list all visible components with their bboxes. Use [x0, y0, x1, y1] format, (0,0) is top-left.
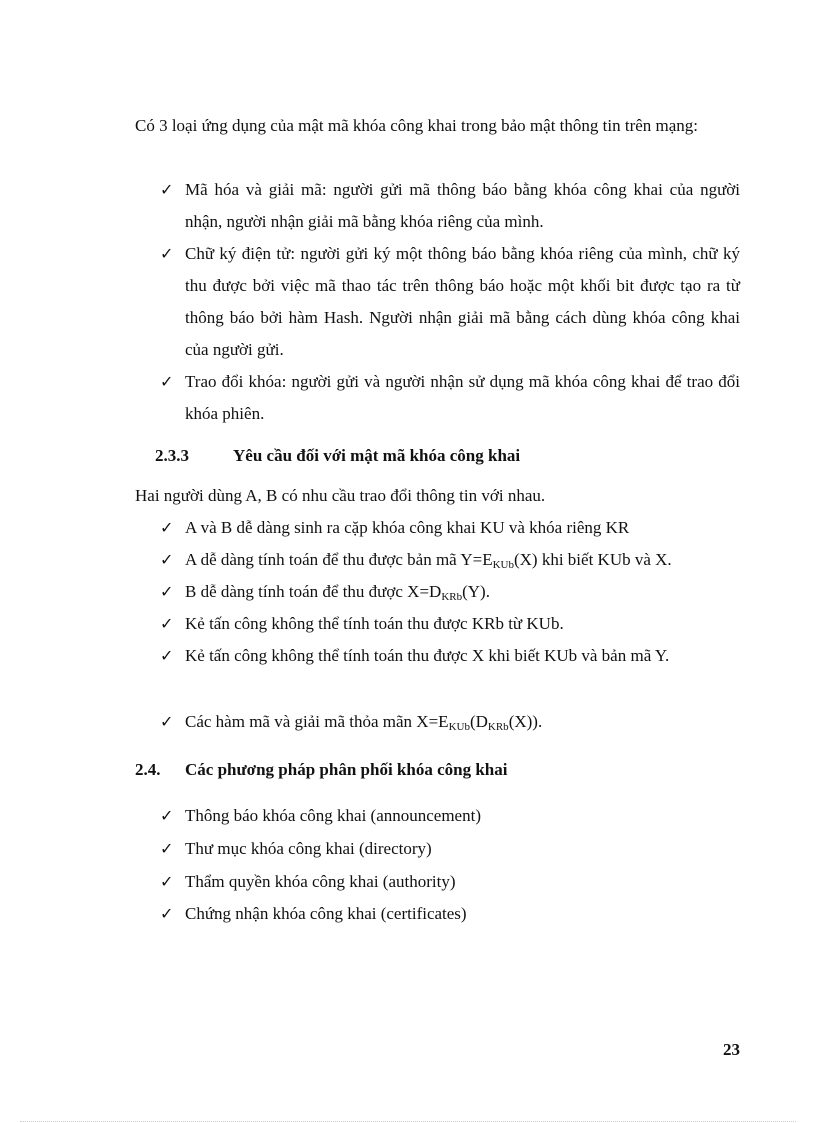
requirement-3: B dễ dàng tính toán để thu được $X=D_{KRb}(Y)$.: [185, 582, 490, 603]
checkmark-icon: ✓: [160, 839, 174, 858]
list-item: [160, 512, 740, 544]
list-item: [160, 833, 740, 865]
checkmark-icon: ✓: [160, 518, 174, 537]
list-item: [160, 706, 740, 738]
requirement-6: Các hàm mã và giải mã thỏa mãn $X=E_{KUb}(D_{KRb}(X))$.: [185, 712, 543, 733]
list-item: [160, 238, 740, 366]
intro-paragraph: Có 3 loại ứng dụng của mật mã khóa công khai trong bảo mật thông tin trên mạng:: [135, 116, 699, 135]
checkmark-icon: ✓: [160, 872, 174, 891]
checkmark-icon: ✓: [160, 614, 174, 633]
method-authority: Thẩm quyền khóa công khai (authority): [185, 872, 456, 891]
page-number: 23: [723, 1040, 740, 1059]
checkmark-icon: ✓: [160, 582, 174, 601]
checkmark-icon: ✓: [160, 712, 174, 731]
section-title: Các phương pháp phân phối khóa công khai: [185, 760, 508, 779]
application-signature: Chữ ký điện tử: người gửi ký một thông báo bằng khóa riêng của mình, chữ ký thu được bởi việc mã thao tác trên thông báo hoặc một khối bit được tạo ra từ thông báo bởi hàm Hash. Người nhận giải mã bằng cách dùng khóa công khai của người gửi.: [185, 244, 740, 359]
checkmark-icon: ✓: [160, 904, 174, 923]
list-item: [160, 366, 740, 430]
section-title: Yêu cầu đối với mật mã khóa công khai: [233, 446, 521, 465]
checkmark-icon: ✓: [160, 806, 174, 825]
requirement-5: Kẻ tấn công không thể tính toán thu được X khi biết KUb và bản mã Y.: [185, 646, 670, 665]
section-number: 2.4.: [135, 760, 161, 779]
requirement-1: A và B dễ dàng sinh ra cặp khóa công khai KU và khóa riêng KR: [185, 518, 630, 537]
method-announcement: Thông báo khóa công khai (announcement): [185, 806, 481, 825]
checkmark-icon: ✓: [160, 550, 174, 569]
section-number: 2.3.3: [155, 446, 189, 465]
requirements-intro: Hai người dùng A, B có nhu cầu trao đổi thông tin với nhau.: [135, 486, 546, 505]
page-footer-rule: [20, 1121, 796, 1122]
checkmark-icon: ✓: [160, 646, 174, 665]
list-item: [160, 544, 740, 576]
requirement-2: A dễ dàng tính toán để thu được bản mã $Y=E_{KUb}(X)$ khi biết KUb và X.: [185, 550, 672, 571]
application-encryption: Mã hóa và giải mã: người gửi mã thông báo bằng khóa công khai của người nhận, người nhận giải mã bằng khóa riêng của mình.: [185, 180, 740, 231]
method-directory: Thư mục khóa công khai (directory): [185, 839, 432, 858]
application-key-exchange: Trao đổi khóa: người gửi và người nhận sử dụng mã khóa công khai để trao đổi khóa phiên.: [185, 372, 740, 423]
checkmark-icon: ✓: [160, 244, 174, 263]
list-item: [160, 174, 740, 238]
list-item: [160, 898, 740, 930]
checkmark-icon: ✓: [160, 180, 174, 199]
list-item: [160, 608, 740, 640]
checkmark-icon: ✓: [160, 372, 174, 391]
list-item: [160, 866, 740, 898]
method-certificates: Chứng nhận khóa công khai (certificates): [185, 904, 467, 923]
list-item: [160, 576, 740, 608]
list-item: [160, 640, 740, 672]
list-item: [160, 800, 740, 832]
requirement-4: Kẻ tấn công không thể tính toán thu được KRb từ KUb.: [185, 614, 564, 633]
